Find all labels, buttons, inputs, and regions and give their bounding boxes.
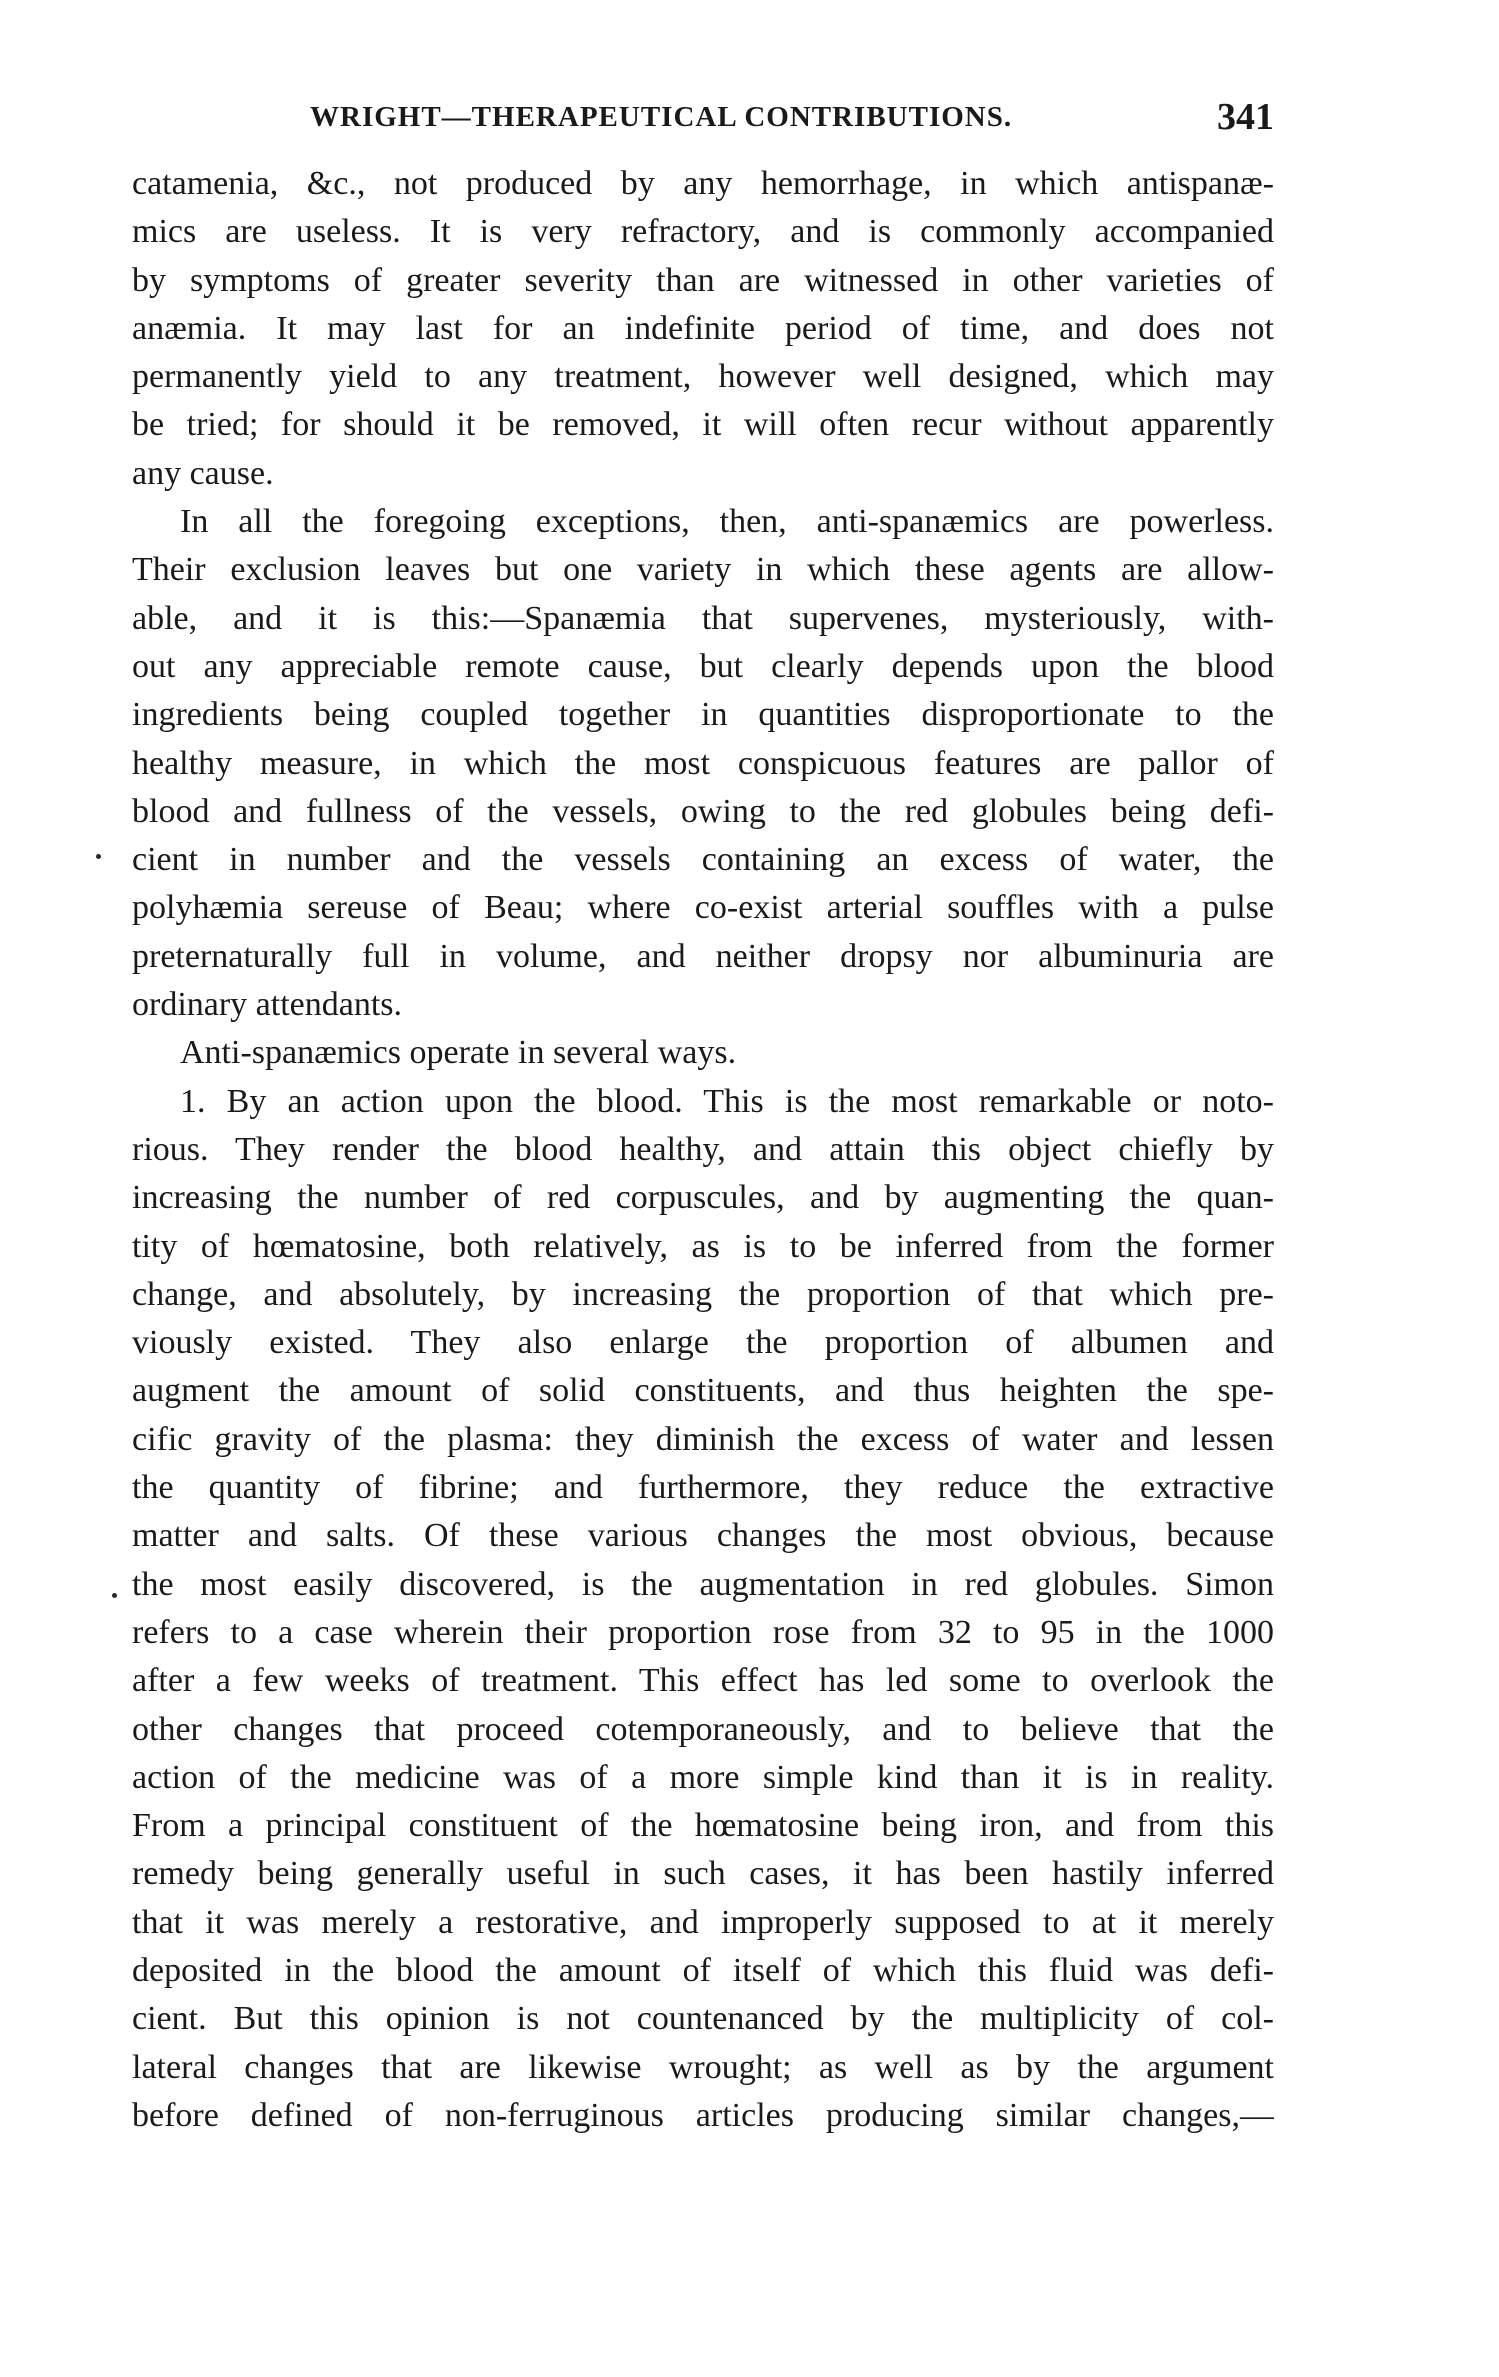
text-line: augment the amount of solid constituents, and thus heighten the spe- bbox=[132, 1372, 1274, 1410]
page-number: 341 bbox=[1217, 96, 1274, 138]
text-line: the most easily discovered, is the augmentation in red globules. Simon bbox=[132, 1565, 1274, 1603]
text-line: tity of hœmatosine, both relatively, as is to be inferred from the former bbox=[132, 1227, 1274, 1265]
text-line: the quantity of fibrine; and furthermore, they reduce the extractive bbox=[132, 1469, 1274, 1507]
text-line: catamenia, &c., not produced by any hemorrhage, in which antispanæ- bbox=[132, 165, 1274, 202]
text-line: out any appreciable remote cause, but clearly depends upon the blood bbox=[132, 647, 1274, 685]
text-line: permanently yield to any treatment, however well designed, which may bbox=[132, 358, 1274, 396]
text-line: rious. They render the blood healthy, and attain this object chiefly by bbox=[132, 1130, 1274, 1168]
text-line: mics are useless. It is very refractory, and is commonly accompanied bbox=[132, 213, 1274, 251]
text-line: viously existed. They also enlarge the proportion of albumen and bbox=[132, 1324, 1274, 1362]
text-line: remedy being generally useful in such cases, it has been hastily inferred bbox=[132, 1855, 1274, 1893]
text-line: matter and salts. Of these various changes the most obvious, because bbox=[132, 1517, 1274, 1555]
text-line: cific gravity of the plasma: they diminish the excess of water and lessen bbox=[132, 1420, 1274, 1458]
running-head bbox=[132, 92, 1274, 142]
text-line: any cause. bbox=[132, 454, 274, 492]
text-line: by symptoms of greater severity than are witnessed in other varieties of bbox=[132, 261, 1274, 299]
text-line: cient. But this opinion is not countenanced by the multiplicity of col- bbox=[132, 2000, 1274, 2038]
text-line: after a few weeks of treatment. This effect has led some to overlook the bbox=[132, 1662, 1274, 1700]
text-line: In all the foregoing exceptions, then, anti-spanæmics are powerless. bbox=[180, 503, 1274, 541]
text-line: blood and fullness of the vessels, owing to the red globules being defi- bbox=[132, 792, 1274, 830]
text-line: deposited in the blood the amount of itself of which this fluid was defi- bbox=[132, 1951, 1274, 1989]
text-line: increasing the number of red corpuscules, and by augmenting the quan- bbox=[132, 1179, 1274, 1217]
body-text bbox=[132, 160, 1274, 2140]
text-line: change, and absolutely, by increasing the proportion of that which pre- bbox=[132, 1275, 1274, 1313]
text-line: lateral changes that are likewise wrought; as well as by the argument bbox=[132, 2048, 1274, 2086]
text-line: that it was merely a restorative, and improperly supposed to at it merely bbox=[132, 1903, 1274, 1941]
text-line: ordinary attendants. bbox=[132, 986, 403, 1024]
text-line: before defined of non-ferruginous articles producing similar changes,— bbox=[132, 2096, 1274, 2134]
text-line: able, and it is this:—Spanæmia that supervenes, mysteriously, with- bbox=[132, 599, 1274, 637]
running-title: WRIGHT—THERAPEUTICAL CONTRIBUTIONS. bbox=[310, 101, 1013, 133]
text-line: healthy measure, in which the most conspicuous features are pallor of bbox=[132, 744, 1274, 782]
text-line: 1. By an action upon the blood. This is the most remarkable or noto- bbox=[180, 1082, 1274, 1120]
text-line: other changes that proceed cotemporaneously, and to believe that the bbox=[132, 1710, 1274, 1748]
text-line: From a principal constituent of the hœmatosine being iron, and from this bbox=[132, 1807, 1274, 1845]
text-line: ingredients being coupled together in quantities disproportionate to the bbox=[132, 696, 1274, 734]
text-line: cient in number and the vessels containing an excess of water, the bbox=[132, 841, 1274, 879]
text-line: polyhæmia sereuse of Beau; where co-exist arterial souffles with a pulse bbox=[132, 889, 1274, 927]
text-line: Anti-spanæmics operate in several ways. bbox=[180, 1034, 737, 1072]
text-line: refers to a case wherein their proportion rose from 32 to 95 in the 1000 bbox=[132, 1613, 1274, 1651]
margin-dot-mark bbox=[112, 1593, 117, 1598]
text-line: be tried; for should it be removed, it will often recur without apparently bbox=[132, 406, 1274, 444]
margin-dot-mark bbox=[96, 854, 101, 859]
text-line: anæmia. It may last for an indefinite period of time, and does not bbox=[132, 309, 1274, 347]
text-line: preternaturally full in volume, and neither dropsy nor albuminuria are bbox=[132, 937, 1274, 975]
text-line: action of the medicine was of a more simple kind than it is in reality. bbox=[132, 1758, 1274, 1796]
text-line: Their exclusion leaves but one variety in which these agents are allow- bbox=[132, 551, 1274, 589]
